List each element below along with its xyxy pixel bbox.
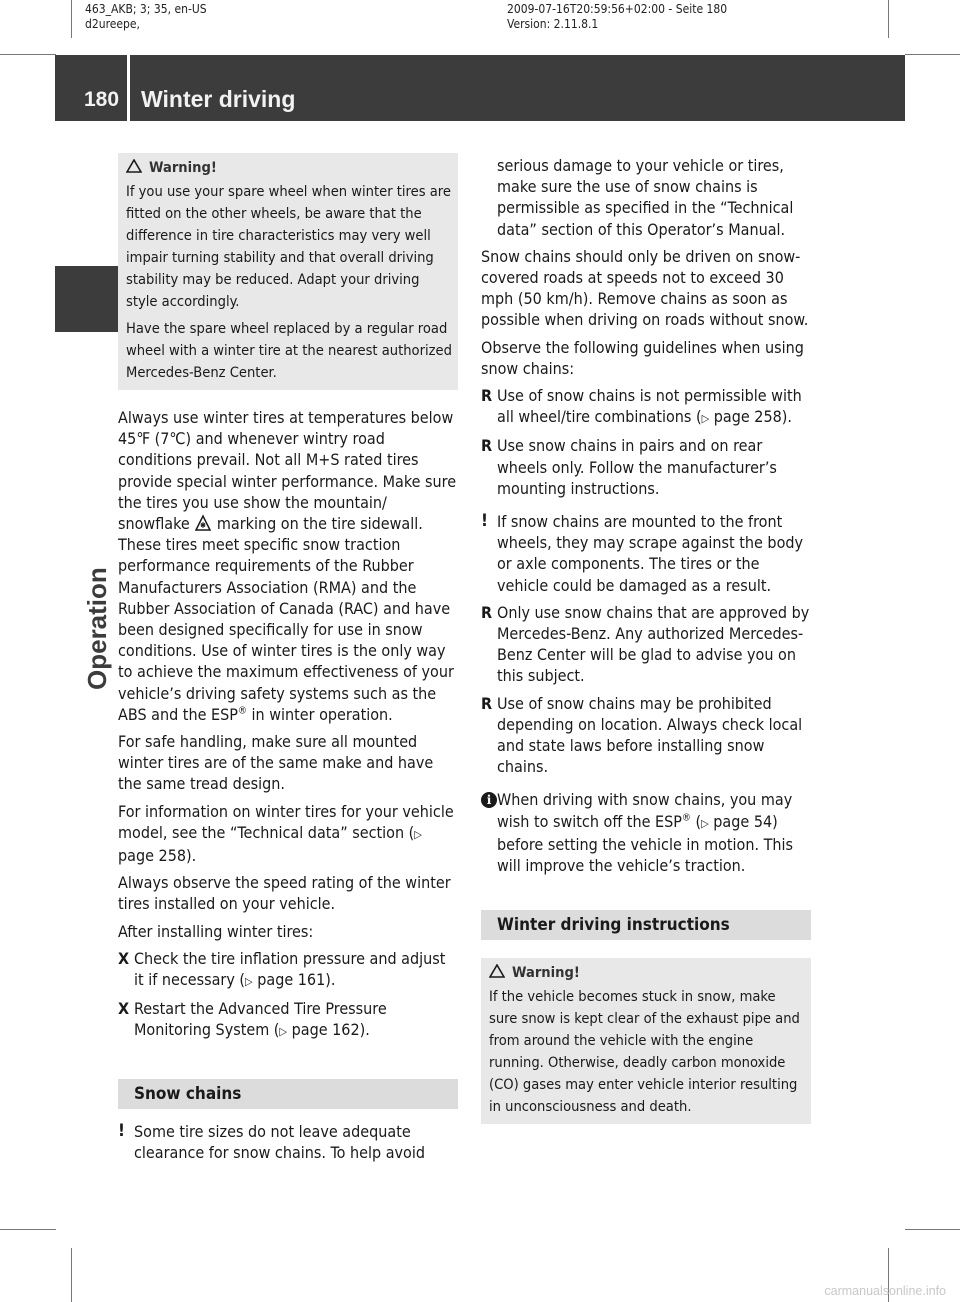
page-reference-link[interactable]: page 161). — [252, 970, 336, 990]
page-title: Winter driving — [141, 86, 296, 112]
page-ref-arrow-icon: ▷ — [279, 1025, 288, 1039]
crop-mark — [0, 54, 56, 55]
warning-triangle-icon — [126, 159, 142, 173]
paragraph-winter-tires — [118, 407, 458, 725]
meta-line: Version: 2.11.8.1 — [507, 17, 599, 31]
paragraph-after-installing: After installing winter tires: — [118, 921, 314, 941]
step-item — [118, 998, 458, 1042]
mountain-snowflake-icon — [194, 514, 212, 532]
registered-mark: ® — [237, 705, 247, 717]
warning-triangle-icon — [489, 964, 505, 978]
warning-title — [126, 157, 452, 179]
warning-box-spare-wheel — [118, 153, 458, 390]
crop-mark — [71, 1248, 72, 1302]
text-run: Check the tire inflation pressure and adjust it if necessary ( — [134, 948, 446, 990]
list-item — [481, 435, 811, 499]
page-ref-arrow-icon: ▷ — [414, 827, 422, 841]
meta-line: d2ureepe, — [85, 17, 140, 31]
warning-box-stuck-in-snow — [481, 958, 811, 1124]
info-item — [481, 789, 811, 876]
text-run: For information on winter tires for your vehicle model, see the “Technical data” section ( — [118, 801, 454, 842]
paragraph-info — [118, 801, 458, 867]
registered-mark: ® — [681, 812, 691, 824]
crop-mark — [0, 1229, 56, 1230]
text-run: Restart the Advanced Tire Pressure Monitoring System ( — [134, 999, 387, 1040]
side-tab-text: Operation — [82, 567, 112, 690]
section-heading-snow-chains: Snow chains — [118, 1079, 458, 1109]
text-run: marking on the tire sidewall. These tires meet specific snow traction performance requirements of the Rubber Manufacturers Association (RMA) and the Rubber Association of Canada (RAC) and have been designed specifically for use in snow conditions. Use of winter tires is the only way to achieve the maximum effectiveness of your vehicle’s driving safety systems such as the ABS and the ESP — [118, 514, 454, 724]
page-ref-arrow-icon: ▷ — [701, 816, 709, 830]
list-item — [481, 385, 811, 429]
section-heading-winter-driving-instructions: Winter driving instructions — [481, 910, 811, 940]
meta-line: 463_AKB; 3; 35, en-US — [85, 2, 207, 16]
crop-mark — [888, 0, 889, 38]
step-marker-icon: X — [118, 948, 130, 968]
warning-paragraph: If you use your spare wheel when winter tires are fitted on the other wheels, be aware that the difference in tire characteristics may very well impair turning stability and that overall driving stability may be reduced. Adapt your driving style accordingly. — [126, 183, 451, 310]
crop-mark — [905, 54, 960, 55]
page-reference-link[interactable]: page 162). — [287, 1020, 370, 1040]
bullet-marker-icon: R — [481, 602, 493, 622]
header-divider — [127, 55, 130, 121]
paragraph-guidelines: Observe the following guidelines when using snow chains: — [481, 337, 804, 378]
right-column — [481, 155, 811, 1124]
text-run: Use of snow chains is not permissible with all wheel/tire combinations ( — [497, 386, 802, 427]
list-item-text: Only use snow chains that are approved by Mercedes-Benz. Any authorized Mercedes-Benz Center will be glad to advise you on this subject. — [497, 602, 810, 686]
paragraph-continued: serious damage to your vehicle or tires, make sure the use of snow chains is permissible as specified in the “Technical data” section of this Operator’s Manual. — [497, 156, 794, 239]
list-item-text: Use of snow chains may be prohibited depending on location. Always check local and state laws before installing snow chains. — [497, 693, 803, 777]
info-text — [497, 789, 811, 876]
page-reference-link[interactable]: page 258). — [118, 846, 197, 866]
list-item — [481, 602, 811, 687]
bullet-marker-icon: R — [481, 386, 493, 406]
crop-mark — [905, 1229, 960, 1230]
text-run: ( — [690, 811, 702, 831]
page-number: 180 — [84, 88, 120, 111]
info-icon: i — [481, 792, 497, 808]
step-marker-icon: X — [118, 999, 130, 1019]
warning-title — [489, 962, 805, 984]
paragraph-handling: For safe handling, make sure all mounted winter tires are of the same make and have the same tread design. — [118, 732, 434, 794]
paragraph-chain-speed: Snow chains should only be driven on snow-covered roads at speeds not to exceed 30 mph (50 km/h). Remove chains as soon as possible when driving on roads without snow. — [481, 246, 809, 330]
warning-title-text: Warning! — [512, 964, 580, 982]
bullet-marker-icon: R — [481, 436, 493, 456]
warning-paragraph: Have the spare wheel replaced by a regular road wheel with a winter tire at the nearest authorized Mercedes-Benz Center. — [126, 320, 452, 381]
list-item-text — [497, 385, 811, 429]
body-text — [118, 407, 458, 1043]
note-text: Some tire sizes do not leave adequate clearance for snow chains. To help avoid — [134, 1121, 425, 1162]
watermark: carmanualsonline.info — [824, 1284, 946, 1298]
print-meta-left — [85, 2, 207, 32]
side-tab-label — [82, 340, 122, 690]
warning-title-text: Warning! — [149, 159, 217, 176]
bullet-marker-icon: R — [481, 693, 493, 713]
page-ref-arrow-icon: ▷ — [701, 412, 710, 426]
meta-line: 2009-07-16T20:59:56+02:00 - Seite 180 — [507, 2, 728, 16]
caution-mark-icon: ! — [118, 1120, 125, 1141]
text-run: Always use winter tires at temperatures below 45℉ (7℃) and whenever wintry road conditions prevail. Not all M+S rated tires provide special winter performance. Make sure the tires you use show the mountain/ snowflake — [118, 408, 457, 534]
page-ref-arrow-icon: ▷ — [245, 975, 253, 989]
text-run: When driving with snow chains, you may wish to switch off the ESP — [497, 790, 793, 831]
left-column — [118, 153, 458, 1169]
step-text — [134, 998, 458, 1042]
warning-paragraph: If the vehicle becomes stuck in snow, make sure snow is kept clear of the exhaust pipe and from around the vehicle with the engine running. Otherwise, deadly carbon monoxide (CO) gases may enter vehicle interior resulting in unconsciousness and death. — [489, 988, 800, 1116]
step-item — [118, 948, 458, 992]
note-item — [481, 511, 811, 596]
note-item — [118, 1121, 458, 1163]
list-item-text: Use snow chains in pairs and on rear wheels only. Follow the manufacturer’s mounting instructions. — [497, 436, 777, 498]
crop-mark — [71, 0, 72, 38]
page-reference-link[interactable]: page 54) before setting the vehicle in motion. This will improve the vehicle’s traction. — [497, 811, 794, 876]
page-reference-link[interactable]: page 258). — [709, 407, 792, 427]
side-tab-block — [55, 266, 125, 332]
note-text: If snow chains are mounted to the front wheels, they may scrape against the body or axle components. The tires or the vehicle could be damaged as a result. — [497, 512, 804, 595]
paragraph-speed-rating: Always observe the speed rating of the winter tires installed on your vehicle. — [118, 873, 451, 914]
step-text — [134, 948, 458, 992]
print-meta-right — [507, 2, 727, 32]
caution-mark-icon: ! — [481, 511, 488, 532]
text-run: in winter operation. — [246, 704, 393, 724]
list-item — [481, 693, 811, 778]
